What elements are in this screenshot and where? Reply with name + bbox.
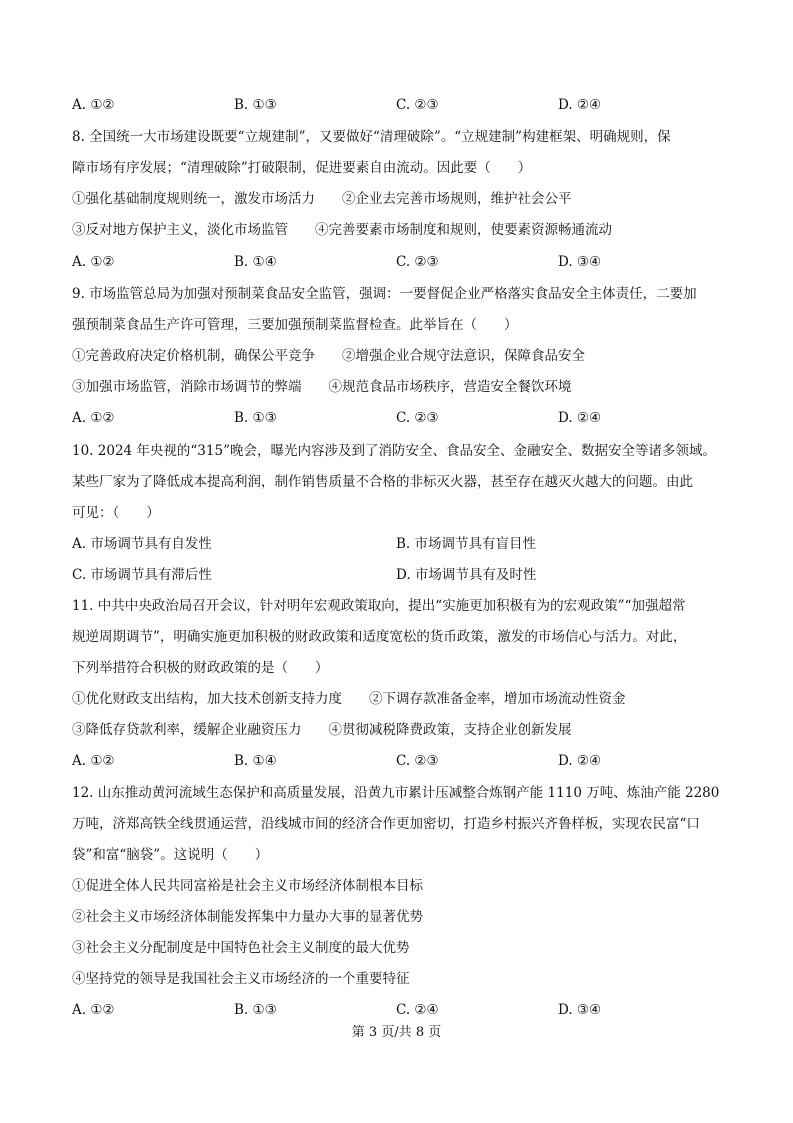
q11-statement-line-2: ③降低存贷款利率，缓解企业融资压力 ④贯彻减税降费政策，支持企业创新发展	[72, 722, 572, 738]
q8-option-b[interactable]: B. ①④	[234, 254, 277, 270]
q9-stem-line-2: 强预制菜食品生产许可管理，三要加强预制菜监督检查。此举旨在（ ）	[72, 317, 518, 333]
q9-stem-line-1: 9. 市场监管总局为加强对预制菜食品安全监管，强调：一要督促企业严格落实食品安全主体责任，二要加	[72, 286, 697, 302]
q10-options-row-2	[72, 565, 732, 585]
q12-option-b[interactable]: B. ①③	[234, 1002, 277, 1018]
q8-options	[72, 252, 732, 272]
q11-option-a[interactable]: A. ①②	[72, 753, 115, 769]
q10-stem-line-3: 可见：（ ）	[72, 505, 160, 521]
q9-option-d[interactable]: D. ②④	[558, 410, 602, 426]
q7-option-c[interactable]: C. ②③	[396, 97, 439, 113]
q8-option-c[interactable]: C. ②③	[396, 254, 439, 270]
q12-statement-4: ④坚持党的领导是我国社会主义市场经济的一个重要特征	[72, 971, 410, 987]
q9-statement-line-2: ③加强市场监管，消除市场调节的弊端 ④规范食品市场秩序，营造安全餐饮环境	[72, 379, 572, 395]
q8-stem-line-1: 8. 全国统一大市场建设既要“立规建制”，又要做好“清理破除”。“立规建制”构建框架、明确规则，保	[72, 129, 671, 145]
q12-statement-3: ③社会主义分配制度是中国特色社会主义制度的最大优势	[72, 940, 410, 956]
q9-option-a[interactable]: A. ①②	[72, 410, 115, 426]
q11-stem-line-1: 11. 中共中央政治局召开会议，针对明年宏观政策取向，提出“实施更加积极有为的宏观政策”“加强超常	[72, 598, 686, 614]
page-number: 第 3 页/共 8 页	[351, 1025, 442, 1040]
q11-option-c[interactable]: C. ②③	[396, 753, 439, 769]
q12-statement-1: ①促进全体人民共同富裕是社会主义市场经济体制根本目标	[72, 878, 423, 894]
q10-option-c[interactable]: C. 市场调节具有滞后性	[72, 567, 212, 583]
q10-stem-line-1: 10. 2024 年央视的“315”晚会，曝光内容涉及到了消防安全、食品安全、金融安全、数据安全等诸多领域。	[72, 443, 716, 459]
q12-stem-line-1: 12. 山东推动黄河流域生态保护和高质量发展，沿黄九市累计压减整合炼钢产能 1110 万吨、炼油产能 2280	[72, 785, 720, 801]
q8-statement-line-2: ③反对地方保护主义，淡化市场监管 ④完善要素市场制度和规则，使要素资源畅通流动	[72, 222, 612, 238]
q12-stem-line-2: 万吨，济郑高铁全线贯通运营，沿线城市间的经济合作更加密切，打造乡村振兴齐鲁样板，实现农民富“口	[72, 816, 700, 832]
q8-option-d[interactable]: D. ③④	[558, 254, 602, 270]
q9-option-c[interactable]: C. ②③	[396, 410, 439, 426]
q8-option-a[interactable]: A. ①②	[72, 254, 115, 270]
q12-statement-2: ②社会主义市场经济体制能发挥集中力量办大事的显著优势	[72, 909, 423, 925]
q12-option-c[interactable]: C. ②④	[396, 1002, 439, 1018]
q11-statement-line-1: ①优化财政支出结构，加大技术创新支持力度 ②下调存款准备金率，增加市场流动性资金	[72, 691, 626, 707]
q7-option-d[interactable]: D. ②④	[558, 97, 602, 113]
q11-option-d[interactable]: D. ②④	[558, 753, 602, 769]
q9-statement-line-1: ①完善政府决定价格机制，确保公平竞争 ②增强企业合规守法意识，保障食品安全	[72, 348, 585, 364]
q10-option-b[interactable]: B. 市场调节具有盲目性	[396, 536, 537, 552]
q11-stem-line-3: 下列举措符合积极的财政政策的是（ ）	[72, 660, 329, 676]
q10-option-d[interactable]: D. 市场调节具有及时性	[396, 567, 537, 583]
q12-option-d[interactable]: D. ③④	[558, 1002, 602, 1018]
q10-stem-line-2: 某些厂家为了降低成本提高利润，制作销售质量不合格的非标灭火器，甚至存在越灭火越大的问题。由此	[72, 474, 693, 490]
q12-options	[72, 1000, 732, 1020]
q11-options	[72, 751, 732, 771]
q8-statement-line-1: ①强化基础制度规则统一，激发市场活力 ②企业去完善市场规则，维护社会公平	[72, 191, 572, 207]
q7-options	[72, 95, 732, 115]
page-footer	[0, 1024, 793, 1042]
q11-option-b[interactable]: B. ①④	[234, 753, 277, 769]
q11-stem-line-2: 规逆周期调节”，明确实施更加积极的财政政策和适度宽松的货币政策，激发的市场信心与活力。对此，	[72, 629, 687, 645]
q9-options	[72, 408, 732, 428]
q10-options-row-1	[72, 534, 732, 554]
q9-option-b[interactable]: B. ①③	[234, 410, 277, 426]
q12-option-a[interactable]: A. ①②	[72, 1002, 115, 1018]
q12-stem-line-3: 袋”和富“脑袋”。这说明（ ）	[72, 847, 269, 863]
q8-stem-line-2: 障市场有序发展；“清理破除”打破限制，促进要素自由流动。因此要（ ）	[72, 160, 532, 176]
q7-option-a[interactable]: A. ①②	[72, 97, 115, 113]
q7-option-b[interactable]: B. ①③	[234, 97, 277, 113]
q10-option-a[interactable]: A. 市场调节具有自发性	[72, 536, 212, 552]
